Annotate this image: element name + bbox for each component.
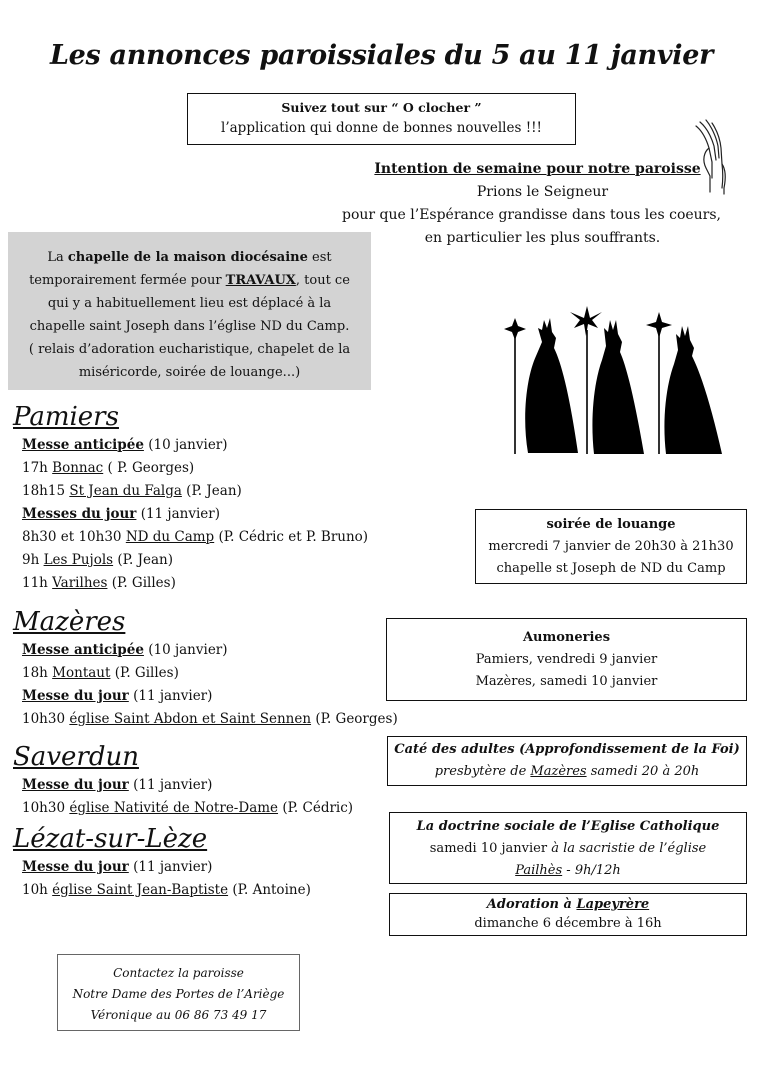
pamiers-row-5 — [22, 572, 176, 595]
mass-time: 11h — [22, 575, 53, 591]
aumoneries-title: Aumoneries — [522, 630, 611, 645]
cate-post: samedi 20 à 20h — [586, 764, 700, 779]
town-lezat: Lézat-sur-Lèze — [13, 824, 208, 854]
mass-time: 18h15 — [22, 483, 70, 499]
doctrine-time: - 9h/12h — [562, 863, 621, 878]
mass-priest: (P. Gilles) — [110, 665, 179, 681]
mass-place: église Saint Abdon et Saint Sennen — [69, 711, 312, 727]
adoration-title-text: Adoration à — [486, 897, 577, 912]
mass-priest: (P. Jean) — [113, 552, 173, 568]
doctrine-line-2 — [390, 860, 746, 882]
doctrine-line-1 — [390, 838, 746, 860]
saverdun-jour-date: (11 janvier) — [128, 777, 213, 793]
mazeres-anticipee — [22, 639, 228, 662]
cate-line — [388, 761, 746, 783]
pamiers-row-1 — [22, 457, 194, 480]
adoration-box — [389, 893, 747, 936]
mazeres-jour — [22, 685, 212, 708]
chapel-text-4: ( relais d’adoration eucharistique, chapelet de la miséricorde, soirée de louange...) — [28, 342, 351, 380]
pamiers-row-2 — [22, 480, 242, 503]
lezat-jour — [22, 856, 212, 879]
lezat-row-1 — [22, 879, 311, 902]
mazeres-jour-date: (11 janvier) — [128, 688, 213, 704]
mass-place: Varilhes — [52, 575, 108, 591]
mazeres-row-1 — [22, 662, 179, 685]
mass-priest: (P. Georges) — [311, 711, 398, 727]
doctrine-place: Pailhès — [515, 863, 563, 878]
mass-time: 10h30 — [22, 711, 70, 727]
mass-time: 10h30 — [22, 800, 70, 816]
doctrine-location: à la sacristie de l’église — [551, 841, 707, 856]
mass-time: 9h — [22, 552, 44, 568]
pamiers-anticipee — [22, 434, 228, 457]
chapel-text-3: , tout ce qui y a habituellement lieu est déplacé à la chapelle saint Joseph dans l’église ND du Camp. — [29, 273, 350, 334]
louange-box — [475, 509, 747, 584]
intention-block — [330, 158, 733, 250]
intention-heading: Intention de semaine pour notre paroisse — [374, 161, 701, 177]
pamiers-row-3 — [22, 526, 368, 549]
pamiers-jour-date: (11 janvier) — [136, 506, 221, 522]
mass-time: 18h — [22, 665, 53, 681]
mazeres-jour-label: Messe du jour — [22, 688, 129, 704]
saverdun-jour-label: Messe du jour — [22, 777, 129, 793]
intention-line-1: Prions le Seigneur — [476, 184, 609, 200]
mass-priest: (P. Jean) — [181, 483, 242, 499]
cate-place: Mazères — [530, 764, 587, 779]
contact-line-3: Véronique au 06 86 73 49 17 — [90, 1008, 267, 1022]
aumoneries-line-2: Mazères, samedi 10 janvier — [475, 674, 658, 689]
chapel-text-bold-1: chapelle de la maison diocésaine — [67, 250, 308, 265]
mass-time: 8h30 et 10h30 — [22, 529, 126, 545]
mass-place: Les Pujols — [43, 552, 114, 568]
aumoneries-box — [386, 618, 747, 701]
mass-time: 17h — [22, 460, 53, 476]
mass-place: ND du Camp — [125, 529, 215, 545]
mass-time: 10h — [22, 882, 53, 898]
cate-pre: presbytère de — [434, 764, 531, 779]
saverdun-jour — [22, 774, 212, 797]
app-box-line-1: Suivez tout sur “ O clocher ” — [281, 100, 482, 115]
mazeres-anticipee-label: Messe anticipée — [22, 642, 144, 658]
pamiers-jour-label: Messes du jour — [22, 506, 137, 522]
mass-priest: (P. Cédric) — [278, 800, 354, 816]
chapel-notice — [8, 232, 371, 390]
doctrine-box — [389, 812, 747, 884]
mass-place: Montaut — [52, 665, 111, 681]
adoration-line-1: dimanche 6 décembre à 16h — [474, 916, 662, 931]
lezat-jour-date: (11 janvier) — [128, 859, 213, 875]
mass-place: Bonnac — [52, 460, 104, 476]
mazeres-row-2 — [22, 708, 398, 731]
mass-priest: ( P. Georges) — [103, 460, 195, 476]
town-saverdun: Saverdun — [13, 742, 139, 772]
aumoneries-line-1: Pamiers, vendredi 9 janvier — [475, 652, 658, 667]
mass-place: St Jean du Falga — [69, 483, 182, 499]
contact-line-1: Contactez la paroisse — [113, 966, 244, 980]
pamiers-row-4 — [22, 549, 173, 572]
mass-priest: (P. Antoine) — [228, 882, 311, 898]
chapel-text-bold-2: TRAVAUX — [225, 273, 296, 288]
app-announcement-box — [187, 93, 576, 145]
app-box-line-2: l’application qui donne de bonnes nouvelles !!! — [221, 120, 542, 136]
mass-place: église Nativité de Notre-Dame — [69, 800, 279, 816]
town-pamiers: Pamiers — [13, 402, 119, 432]
contact-box — [57, 954, 300, 1031]
intention-line-2: pour que l’Espérance grandisse dans tous les coeurs, — [342, 207, 721, 223]
saverdun-row-1 — [22, 797, 353, 820]
intention-line-3: en particulier les plus souffrants. — [424, 230, 661, 246]
louange-title: soirée de louange — [546, 517, 676, 532]
pamiers-jour — [22, 503, 220, 526]
mass-priest: (P. Gilles) — [107, 575, 176, 591]
cate-title: Caté des adultes (Approfondissement de la Foi) — [394, 742, 740, 757]
adoration-place: Lapeyrère — [576, 897, 650, 912]
louange-line-2: chapelle st Joseph de ND du Camp — [496, 561, 726, 576]
louange-line-1: mercredi 7 janvier de 20h30 à 21h30 — [488, 539, 734, 554]
contact-line-2: Notre Dame des Portes de l’Ariège — [72, 987, 285, 1001]
mass-place: église Saint Jean-Baptiste — [52, 882, 229, 898]
doctrine-title: La doctrine sociale de l’Eglise Catholique — [416, 819, 720, 834]
mass-priest: (P. Cédric et P. Bruno) — [214, 529, 369, 545]
mazeres-anticipee-date: (10 janvier) — [143, 642, 228, 658]
three-kings-illustration — [498, 298, 726, 458]
cate-box — [387, 736, 747, 786]
town-mazeres: Mazères — [13, 607, 126, 637]
chapel-text-1: La — [47, 250, 68, 265]
lezat-jour-label: Messe du jour — [22, 859, 129, 875]
page-title: Les annonces paroissiales du 5 au 11 janvier — [49, 40, 714, 71]
pamiers-anticipee-date: (10 janvier) — [143, 437, 228, 453]
chapel-text-2: est temporairement fermée pour — [29, 250, 332, 288]
pamiers-anticipee-label: Messe anticipée — [22, 437, 144, 453]
doctrine-date: samedi 10 janvier — [429, 841, 552, 856]
